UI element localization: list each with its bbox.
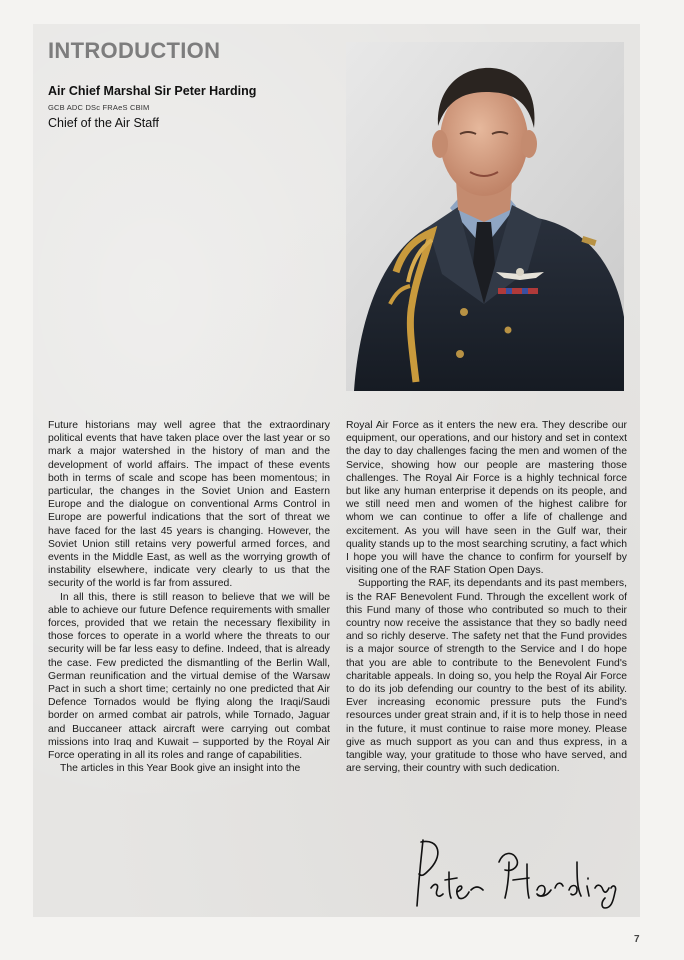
- article-paragraph: In all this, there is still reason to believe that we will be able to achieve our future Defence requirements with smaller forces, provided that we retain the necessary flexibility in those forces to operate in a world where the threats to our security will be far less easy to define. Indeed, that is already the case. Few predicted the dismantling of the Berlin Wall, German reunification and the virtual demise of the Warsaw Pact in such a short time; certainly no one predicted that Air Defence Tornados would be flying along the Iraqi/Saudi border on armed combat air patrols, while Tornado, Jaguar and Buccaneer attack aircraft were carrying out combat missions into Iraq and Kuwait – supported by the Royal Air Force operating in all its roles and range of capabilities.: [48, 591, 330, 762]
- author-role: Chief of the Air Staff: [48, 116, 159, 130]
- portrait-photo-icon: [346, 42, 624, 391]
- handwritten-signature-icon: [405, 832, 625, 910]
- author-honours: GCB ADC DSc FRAeS CBIM: [48, 103, 150, 112]
- page-number: 7: [634, 934, 640, 945]
- article-paragraph: The articles in this Year Book give an insight into the: [60, 763, 301, 775]
- page-title: INTRODUCTION: [48, 38, 221, 63]
- article-column-right: [346, 419, 627, 775]
- article-paragraph: Royal Air Force as it enters the new era. They describe our equipment, our operations, and our history and set in context the day to day challenges facing the men and women of the Service, showing how our people are mastering those challenges. The Royal Air Force is a highly technical force but like any human enterprise it depends on its people, and we still need men and women of the highest calibre for whom we can continue to offer a life of challenge and excitement. As you will have seen in the Gulf war, their quality stands up to the most searching scrutiny, a fact which I hope you will have the chance to confirm for yourself by visiting one of the RAF Station Open Days.: [346, 420, 627, 577]
- article-paragraph: Future historians may well agree that the extraordinary political events that have taken place over the last year or so mark a major watershed in the history of man and the development of world affairs. The impact of these events both in terms of scale and scope has been momentous; in particular, the changes in the Soviet Union and Eastern Europe and the dialogue on conventional Arms Control in Europe are powerful indications that the sort of threat we have faced for the last 45 years is changing. However, the Soviet Union still retains very powerful armed forces, and events in the Middle East, as well as the worrying growth of instability elsewhere, indicate very clearly to us that the security of the world is far from assured.: [48, 420, 330, 590]
- article-column-left: [48, 419, 330, 775]
- author-name: Air Chief Marshal Sir Peter Harding: [48, 84, 257, 98]
- article-paragraph: Supporting the RAF, its dependants and its past members, is the RAF Benevolent Fund. Through the excellent work of this Fund many of those who contributed so much to their country now receive the assistance that they so badly need and so richly deserve. The safety net that the Fund provides is a major source of strength to the Service and I do hope that you are able to contribute to the Benevolent Fund's charitable appeals. In doing so, you help the Royal Air Force to do its job defending our country to the best of its ability. Ever increasing economic pressure puts the Fund's resources under great strain and, if it is to help those in need in the future, it must continue to raise more money. Please give as much support as you can and thus express, in a tangible way, your gratitude to those who have served, and are serving, their country with such dedication.: [346, 578, 627, 775]
